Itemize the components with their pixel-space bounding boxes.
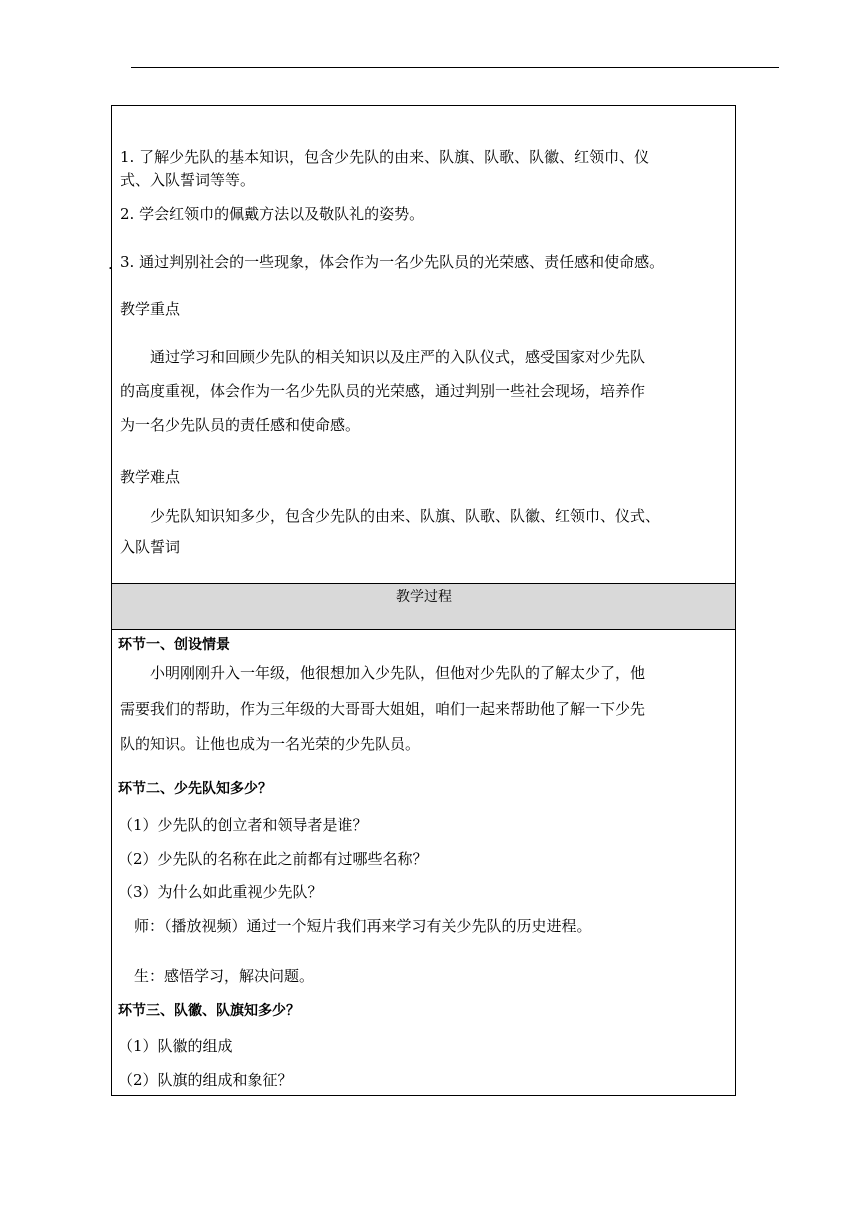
difficulties-line-1: 少先队知识知多少，包含少先队的由来、队旗、队歌、队徽、红领巾、仪式、 (150, 507, 661, 525)
key-points-heading: 教学重点 (120, 300, 181, 318)
objective-3: 3. 通过判别社会的一些现象，体会作为一名少先队员的光荣感、责任感和使命感。 (120, 253, 665, 271)
objective-1-line-2: 式、入队誓词等等。 (120, 171, 256, 189)
header-rule (131, 67, 779, 68)
section-3-question-1: （1）队徽的组成 (118, 1037, 233, 1055)
section-2-question-3: （3）为什么如此重视少先队？ (118, 883, 323, 901)
process-cell (112, 630, 735, 1095)
section-1-line-3: 队的知识。让他也成为一名光荣的少先队员。 (120, 735, 421, 753)
objective-3-mark: . (108, 255, 113, 273)
difficulties-heading: 教学难点 (120, 468, 181, 486)
section-3-question-2: （2）队旗的组成和象征？ (118, 1071, 293, 1089)
section-2-title: 环节二、少先队知多少？ (118, 781, 272, 797)
lesson-table (108, 105, 736, 1096)
section-1-title: 环节一、创设情景 (118, 637, 230, 653)
section-1-line-2: 需要我们的帮助，作为三年级的大哥哥大姐姐，咱们一起来帮助他了解一下少先 (120, 700, 646, 718)
difficulties-line-2: 入队誓词 (120, 538, 181, 556)
key-points-line-2: 的高度重视，体会作为一名少先队员的光荣感，通过判别一些社会现场，培养作 (120, 382, 646, 400)
objective-1-line-1: 1. 了解少先队的基本知识，包含少先队的由来、队旗、队歌、队徽、红领巾、仪 (120, 148, 650, 166)
objectives-cell (108, 106, 735, 584)
section-1-line-1: 小明刚刚升入一年级，他很想加入少先队，但他对少先队的了解太少了，他 (150, 664, 646, 682)
objective-2: 2. 学会红领巾的佩戴方法以及敬队礼的姿势。 (120, 205, 425, 223)
section-2-teacher-line: 师：（播放视频）通过一个短片我们再来学习有关少先队的历史进程。 (134, 917, 592, 935)
key-points-line-1: 通过学习和回顾少先队的相关知识以及庄严的入队仪式，感受国家对少先队 (150, 348, 646, 366)
process-header-cell (112, 584, 735, 630)
section-3-title: 环节三、队徽、队旗知多少？ (118, 1003, 300, 1019)
section-2-question-2: （2）少先队的名称在此之前都有过哪些名称？ (118, 850, 428, 868)
key-points-line-3: 为一名少先队员的责任感和使命感。 (120, 416, 361, 434)
section-2-student-line: 生：感悟学习，解决问题。 (134, 967, 315, 985)
process-header: 教学过程 (396, 589, 452, 605)
section-2-question-1: （1）少先队的创立者和领导者是谁？ (118, 816, 368, 834)
